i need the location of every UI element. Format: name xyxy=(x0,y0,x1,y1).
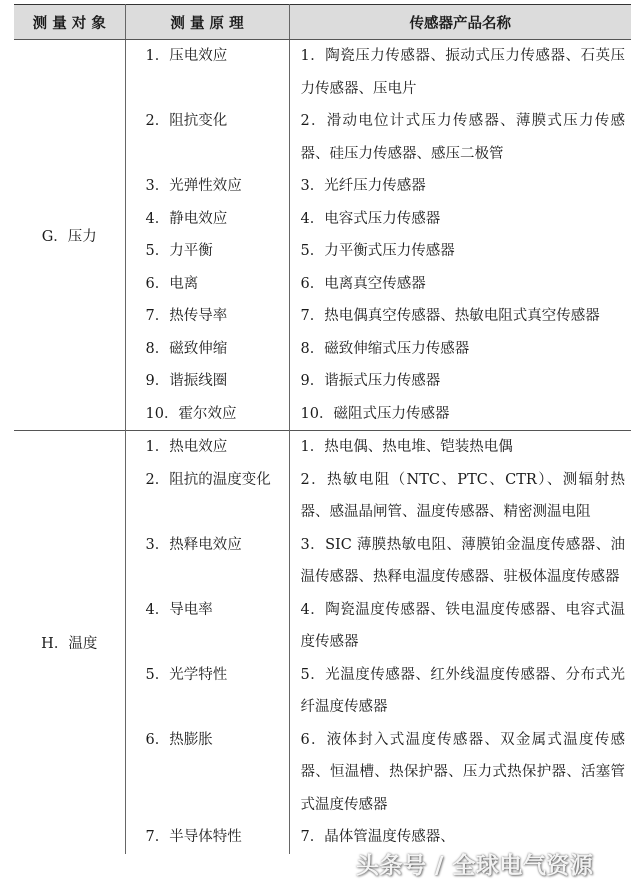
products-cell: 8．磁致伸缩式压力传感器 xyxy=(300,340,470,357)
principle-cell: 4．静电效应 xyxy=(125,203,289,236)
table-row xyxy=(14,40,631,106)
header-measurement-target: 测 量 对 象 xyxy=(14,5,125,40)
products-cell: 3．光纤压力传感器 xyxy=(300,178,426,194)
products-cell: 9．谐振式压力传感器 xyxy=(300,373,441,389)
table-row xyxy=(14,431,631,464)
products-cell: 7．晶体管温度传感器、 xyxy=(300,829,455,845)
header-row xyxy=(14,5,631,40)
principle-cell: 1．热电效应 xyxy=(125,431,289,464)
products-cell: 5．光温度传感器、红外线温度传感器、分布式光纤温度传感器 xyxy=(300,666,625,715)
products-cell: 6．电离真空传感器 xyxy=(300,275,426,292)
products-cell: 3．SIC 薄膜热敏电阻、薄膜铂金温度传感器、油温传感器、热释电温度传感器、驻极体温度传感器 xyxy=(300,536,625,585)
sensor-classification-table xyxy=(14,4,631,854)
principle-cell: 9．谐振线圈 xyxy=(125,365,289,398)
watermark-text: 头条号 / 全球电气资源 xyxy=(356,853,594,879)
group-target-temperature: H．温度 xyxy=(14,431,125,854)
principle-cell: 2．阻抗变化 xyxy=(125,105,289,170)
principle-cell: 2．阻抗的温度变化 xyxy=(125,464,289,529)
products-cell: 1．陶瓷压力传感器、振动式压力传感器、石英压力传感器、压电片 xyxy=(289,40,631,106)
header-sensor-products: 传感器产品名称 xyxy=(289,5,631,40)
products-cell: 2．热敏电阻（NTC、PTC、CTR）、测辐射热器、感温晶闸管、温度传感器、精密测温电阻 xyxy=(300,471,625,520)
principle-cell: 1．压电效应 xyxy=(125,40,289,106)
principle-cell: 3．热释电效应 xyxy=(125,529,289,594)
principle-cell: 6．热膨胀 xyxy=(125,724,289,822)
principle-cell: 5．力平衡 xyxy=(125,235,289,268)
principle-cell: 10．霍尔效应 xyxy=(125,398,289,431)
products-cell: 7．热电偶真空传感器、热敏电阻式真空传感器 xyxy=(300,308,600,324)
products-cell: 4．电容式压力传感器 xyxy=(300,210,441,227)
products-cell: 4．陶瓷温度传感器、铁电温度传感器、电容式温度传感器 xyxy=(300,601,625,650)
sensor-table-sheet xyxy=(14,4,631,854)
products-cell: 5．力平衡式压力传感器 xyxy=(300,243,455,259)
principle-cell: 4．导电率 xyxy=(125,594,289,659)
principle-cell: 7．半导体特性 xyxy=(125,821,289,854)
products-cell: 10．磁阻式压力传感器 xyxy=(300,405,450,422)
principle-cell: 8．磁致伸缩 xyxy=(125,333,289,366)
header-measurement-principle: 测 量 原 理 xyxy=(125,5,289,40)
group-target-pressure: G．压力 xyxy=(14,40,125,431)
table-body xyxy=(14,40,631,854)
products-cell: 2．滑动电位计式压力传感器、薄膜式压力传感器、硅压力传感器、感压二极管 xyxy=(300,113,625,162)
products-cell: 6．液体封入式温度传感器、双金属式温度传感器、恒温槽、热保护器、压力式热保护器、活塞管式温度传感器 xyxy=(300,731,625,813)
principle-cell: 3．光弹性效应 xyxy=(125,170,289,203)
table-header xyxy=(14,5,631,40)
products-cell: 1．热电偶、热电堆、铠装热电偶 xyxy=(289,431,631,464)
principle-cell: 7．热传导率 xyxy=(125,300,289,333)
principle-cell: 5．光学特性 xyxy=(125,659,289,724)
principle-cell: 6．电离 xyxy=(125,268,289,301)
